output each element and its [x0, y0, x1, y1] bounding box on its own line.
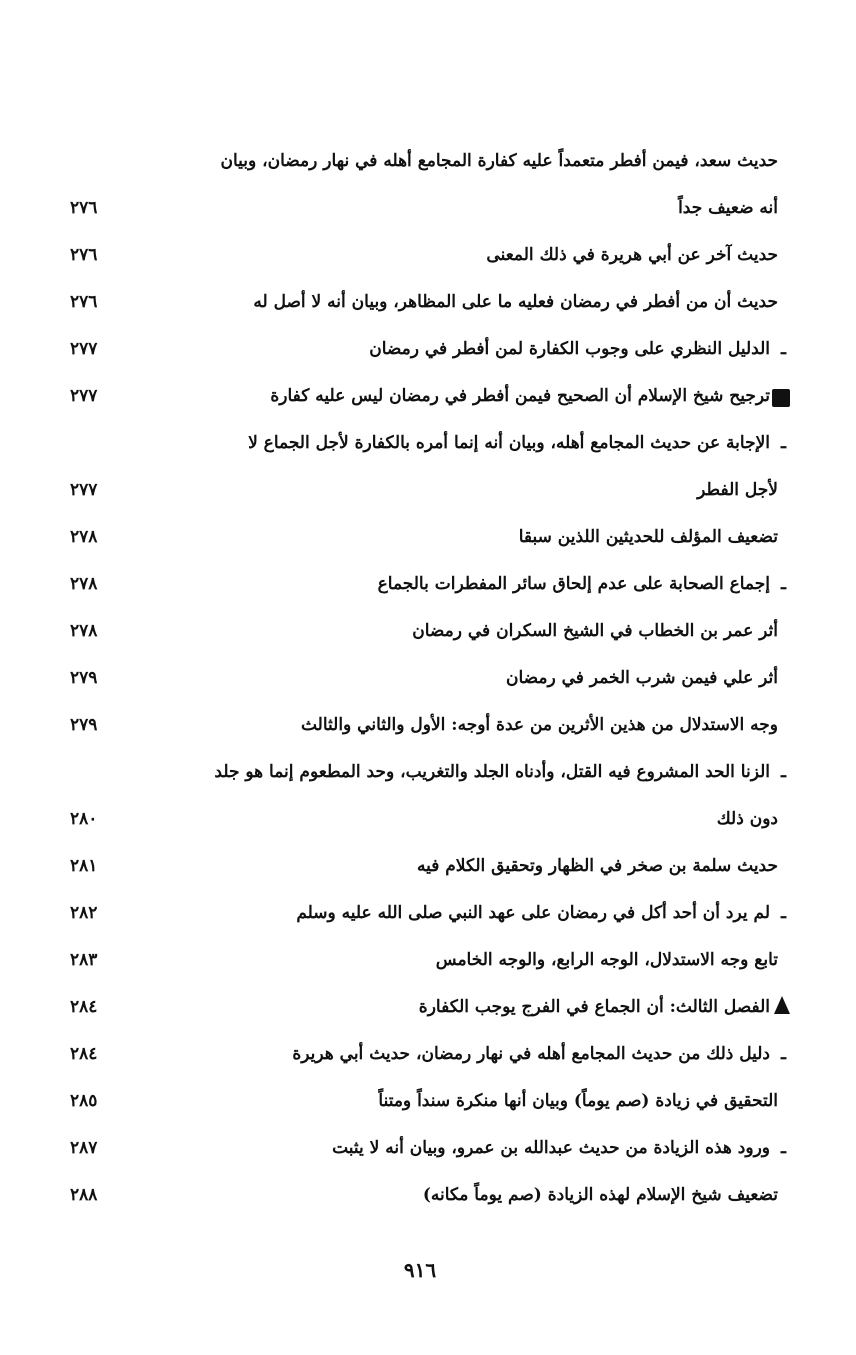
- toc-page-number: ٢٨٣: [70, 950, 98, 970]
- toc-entry-text: تضعيف المؤلف للحديثين اللذين سبقا: [518, 527, 778, 547]
- toc-entry: [60, 890, 790, 937]
- toc-entry-text: دون ذلك: [716, 809, 778, 829]
- toc-entry-text: [296, 890, 786, 937]
- dash-marker: ـ: [781, 1044, 786, 1064]
- square-bullet-icon: [772, 389, 790, 407]
- toc-page-number: ٢٧٦: [70, 198, 98, 218]
- toc-page-number: ٢٨٥: [70, 1091, 98, 1111]
- toc-entry: [60, 138, 790, 185]
- toc-entry-label: الإجابة عن حديث المجامع أهله، وبيان أنه إنما أمره بالكفارة لأجل الجماع لا: [248, 433, 770, 453]
- toc-entry-text: تابع وجه الاستدلال، الوجه الرابع، والوجه الخامس: [435, 950, 778, 970]
- toc-entry: [60, 326, 790, 373]
- toc-entry: [60, 655, 790, 702]
- toc-entry-label: ورود هذه الزيادة من حديث عبدالله بن عمرو، وبيان أنه لا يثبت: [332, 1138, 770, 1158]
- toc-page-number: ٢٨٨: [70, 1185, 98, 1205]
- toc-entry: [60, 984, 790, 1031]
- toc-entry: [60, 561, 790, 608]
- toc-entry-text: [377, 561, 786, 608]
- toc-entry: [60, 1078, 790, 1125]
- page-folio-number: ٩١٦: [403, 1258, 437, 1282]
- toc-page-number: ٢٧٦: [70, 292, 98, 312]
- toc-entry-text: [292, 1031, 786, 1078]
- toc-page-number: ٢٧٧: [70, 339, 98, 359]
- toc-entry-text: [270, 373, 770, 420]
- toc-page-number: ٢٨٤: [70, 997, 98, 1017]
- toc-entry: [60, 749, 790, 796]
- toc-page-number: ٢٧٧: [70, 480, 98, 500]
- toc-entry: [60, 843, 790, 890]
- toc-entry-text: [369, 326, 786, 373]
- toc-entry-text: تضعيف شيخ الإسلام لهذه الزيادة (صم يوماً مكانه): [422, 1185, 778, 1205]
- toc-entry: [60, 279, 790, 326]
- toc-entry-text: التحقيق في زيادة (صم يوماً) وبيان أنها منكرة سنداً ومتناً: [378, 1091, 778, 1111]
- toc-entry: [60, 608, 790, 655]
- toc-page-number: ٢٧٧: [70, 386, 98, 406]
- toc-entry-text: حديث أن من أفطر في رمضان فعليه ما على المظاهر، وبيان أنه لا أصل له: [253, 292, 778, 312]
- toc-entry-label: الفصل الثالث: أن الجماع في الفرج يوجب الكفارة: [418, 997, 770, 1017]
- toc-entry: [60, 467, 790, 514]
- toc-entry: [60, 1172, 790, 1219]
- toc-entry: [60, 185, 790, 232]
- toc-entry: [60, 1125, 790, 1172]
- toc-entry-text: [419, 984, 770, 1031]
- toc-page-number: ٢٨٠: [70, 809, 98, 829]
- toc-page-number: ٢٧٨: [70, 574, 98, 594]
- toc-entry: [60, 702, 790, 749]
- toc-entry-text: لأجل الفطر: [697, 480, 778, 500]
- toc-entry: [60, 937, 790, 984]
- toc-page-number: ٢٧٩: [70, 715, 98, 735]
- toc-entry-label: إجماع الصحابة على عدم إلحاق سائر المفطرات بالجماع: [377, 574, 770, 594]
- toc-entry-text: حديث سلمة بن صخر في الظهار وتحقيق الكلام فيه: [416, 856, 778, 876]
- toc-entry: [60, 373, 790, 420]
- toc-page-number: ٢٨٤: [70, 1044, 98, 1064]
- toc-page-number: ٢٧٨: [70, 621, 98, 641]
- toc-entry-text: وجه الاستدلال من هذين الأثرين من عدة أوجه: الأول والثاني والثالث: [300, 715, 778, 735]
- toc-entry: [60, 420, 790, 467]
- table-of-contents: [60, 138, 790, 1219]
- toc-entry-text: [248, 420, 786, 467]
- toc-page-number: ٢٧٨: [70, 527, 98, 547]
- toc-entry-text: حديث آخر عن أبي هريرة في ذلك المعنى: [486, 245, 778, 265]
- toc-entry-label: الزنا الحد المشروع فيه القتل، وأدناه الجلد والتغريب، وحد المطعوم إنما هو جلد: [214, 762, 770, 782]
- toc-page-number: ٢٧٦: [70, 245, 98, 265]
- toc-page-number: ٢٨١: [70, 856, 98, 876]
- toc-entry: [60, 232, 790, 279]
- toc-entry-label: الدليل النظري على وجوب الكفارة لمن أفطر في رمضان: [369, 339, 770, 359]
- toc-entry: [60, 796, 790, 843]
- dash-marker: ـ: [781, 1138, 786, 1158]
- toc-entry-text: [332, 1125, 786, 1172]
- dash-marker: ـ: [781, 433, 786, 453]
- toc-entry-text: [214, 749, 786, 796]
- toc-entry-label: لم يرد أن أحد أكل في رمضان على عهد النبي صلى الله عليه وسلم: [296, 903, 770, 923]
- toc-entry: [60, 1031, 790, 1078]
- toc-entry-text: حديث سعد، فيمن أفطر متعمداً عليه كفارة المجامع أهله في نهار رمضان، وبيان: [220, 151, 778, 171]
- toc-entry-label: ترجيح شيخ الإسلام أن الصحيح فيمن أفطر في رمضان ليس عليه كفارة: [270, 386, 770, 406]
- toc-entry-label: دليل ذلك من حديث المجامع أهله في نهار رمضان، حديث أبي هريرة: [292, 1044, 770, 1064]
- dash-marker: ـ: [781, 762, 786, 782]
- toc-entry-text: أنه ضعيف جداً: [678, 198, 778, 218]
- toc-entry: [60, 514, 790, 561]
- triangle-bullet-icon: [774, 996, 790, 1014]
- toc-page-number: ٢٧٩: [70, 668, 98, 688]
- dash-marker: ـ: [781, 574, 786, 594]
- toc-page-number: ٢٨٧: [70, 1138, 98, 1158]
- dash-marker: ـ: [781, 339, 786, 359]
- toc-page-number: ٢٨٢: [70, 903, 98, 923]
- dash-marker: ـ: [781, 903, 786, 923]
- toc-entry-text: أثر علي فيمن شرب الخمر في رمضان: [505, 668, 778, 688]
- toc-entry-text: أثر عمر بن الخطاب في الشيخ السكران في رمضان: [412, 621, 778, 641]
